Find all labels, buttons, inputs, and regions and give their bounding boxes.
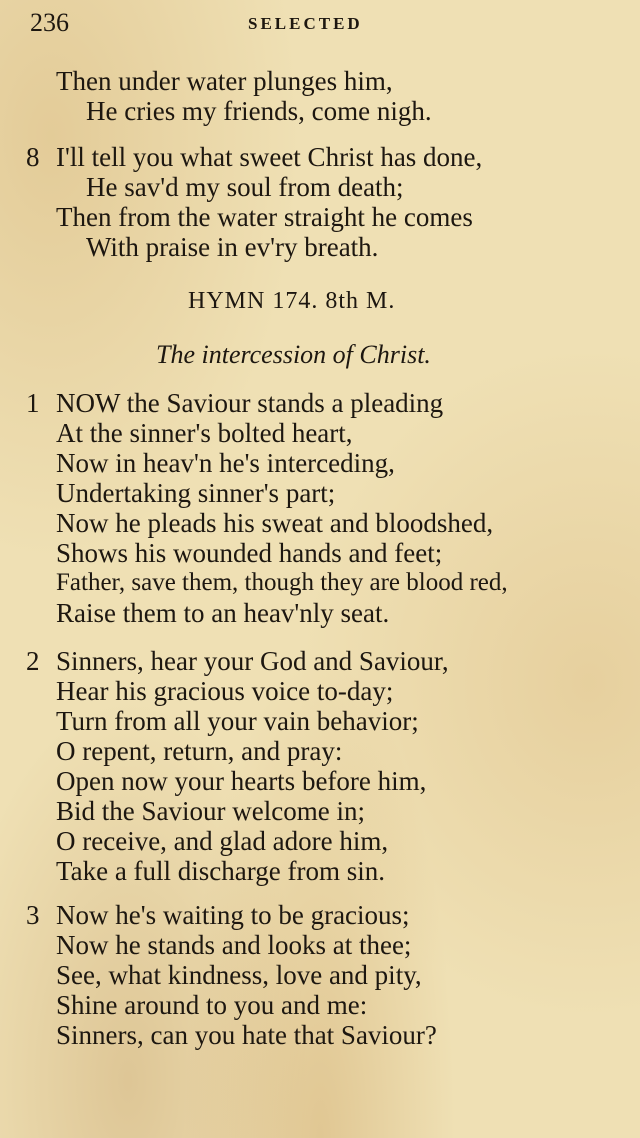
verse-line: I'll tell you what sweet Christ has done, xyxy=(56,142,483,172)
running-head: SELECTED xyxy=(248,14,363,33)
verse-line: Now in heav'n he's interceding, xyxy=(56,448,395,478)
verse-line: O receive, and glad adore him, xyxy=(56,826,389,856)
verse-line: Take a full discharge from sin. xyxy=(56,856,386,886)
verse-line: Father, save them, though they are blood red, xyxy=(56,569,508,596)
verse-line: Open now your hearts before him, xyxy=(56,766,427,796)
verse-line: NOW the Saviour stands a pleading xyxy=(56,388,444,418)
verse-line: At the sinner's bolted heart, xyxy=(56,418,353,448)
stanza-number: 1 xyxy=(26,388,40,418)
verse-line: O repent, return, and pray: xyxy=(56,736,343,766)
verse-line: Then from the water straight he comes xyxy=(56,202,473,232)
verse-line: He cries my friends, come nigh. xyxy=(86,96,432,126)
hymn-subtitle: The intercession of Christ. xyxy=(156,340,431,369)
stanza-number: 3 xyxy=(26,900,40,930)
verse-line: Undertaking sinner's part; xyxy=(56,478,336,508)
verse-line: Now he's waiting to be gracious; xyxy=(56,900,410,930)
verse-line: Shine around to you and me: xyxy=(56,990,368,1020)
verse-line: See, what kindness, love and pity, xyxy=(56,960,422,990)
verse-line: Shows his wounded hands and feet; xyxy=(56,538,443,568)
verse-line: Turn from all your vain behavior; xyxy=(56,706,419,736)
page-header xyxy=(0,8,640,40)
hymn-title: HYMN 174. 8th M. xyxy=(188,288,396,314)
verse-line: Then under water plunges him, xyxy=(56,66,393,96)
verse-line: Bid the Saviour welcome in; xyxy=(56,796,365,826)
page-number: 236 xyxy=(30,8,69,37)
verse-line: Sinners, hear your God and Saviour, xyxy=(56,646,449,676)
stanza-number: 8 xyxy=(26,142,40,172)
verse-line: Raise them to an heav'nly seat. xyxy=(56,598,390,628)
verse-line: Now he stands and looks at thee; xyxy=(56,930,412,960)
verse-line: Now he pleads his sweat and bloodshed, xyxy=(56,508,494,538)
verse-line: With praise in ev'ry breath. xyxy=(86,232,379,262)
verse-line: He sav'd my soul from death; xyxy=(86,172,404,202)
stanza-number: 2 xyxy=(26,646,40,676)
verse-line: Sinners, can you hate that Saviour? xyxy=(56,1020,437,1050)
verse-line: Hear his gracious voice to-day; xyxy=(56,676,394,706)
